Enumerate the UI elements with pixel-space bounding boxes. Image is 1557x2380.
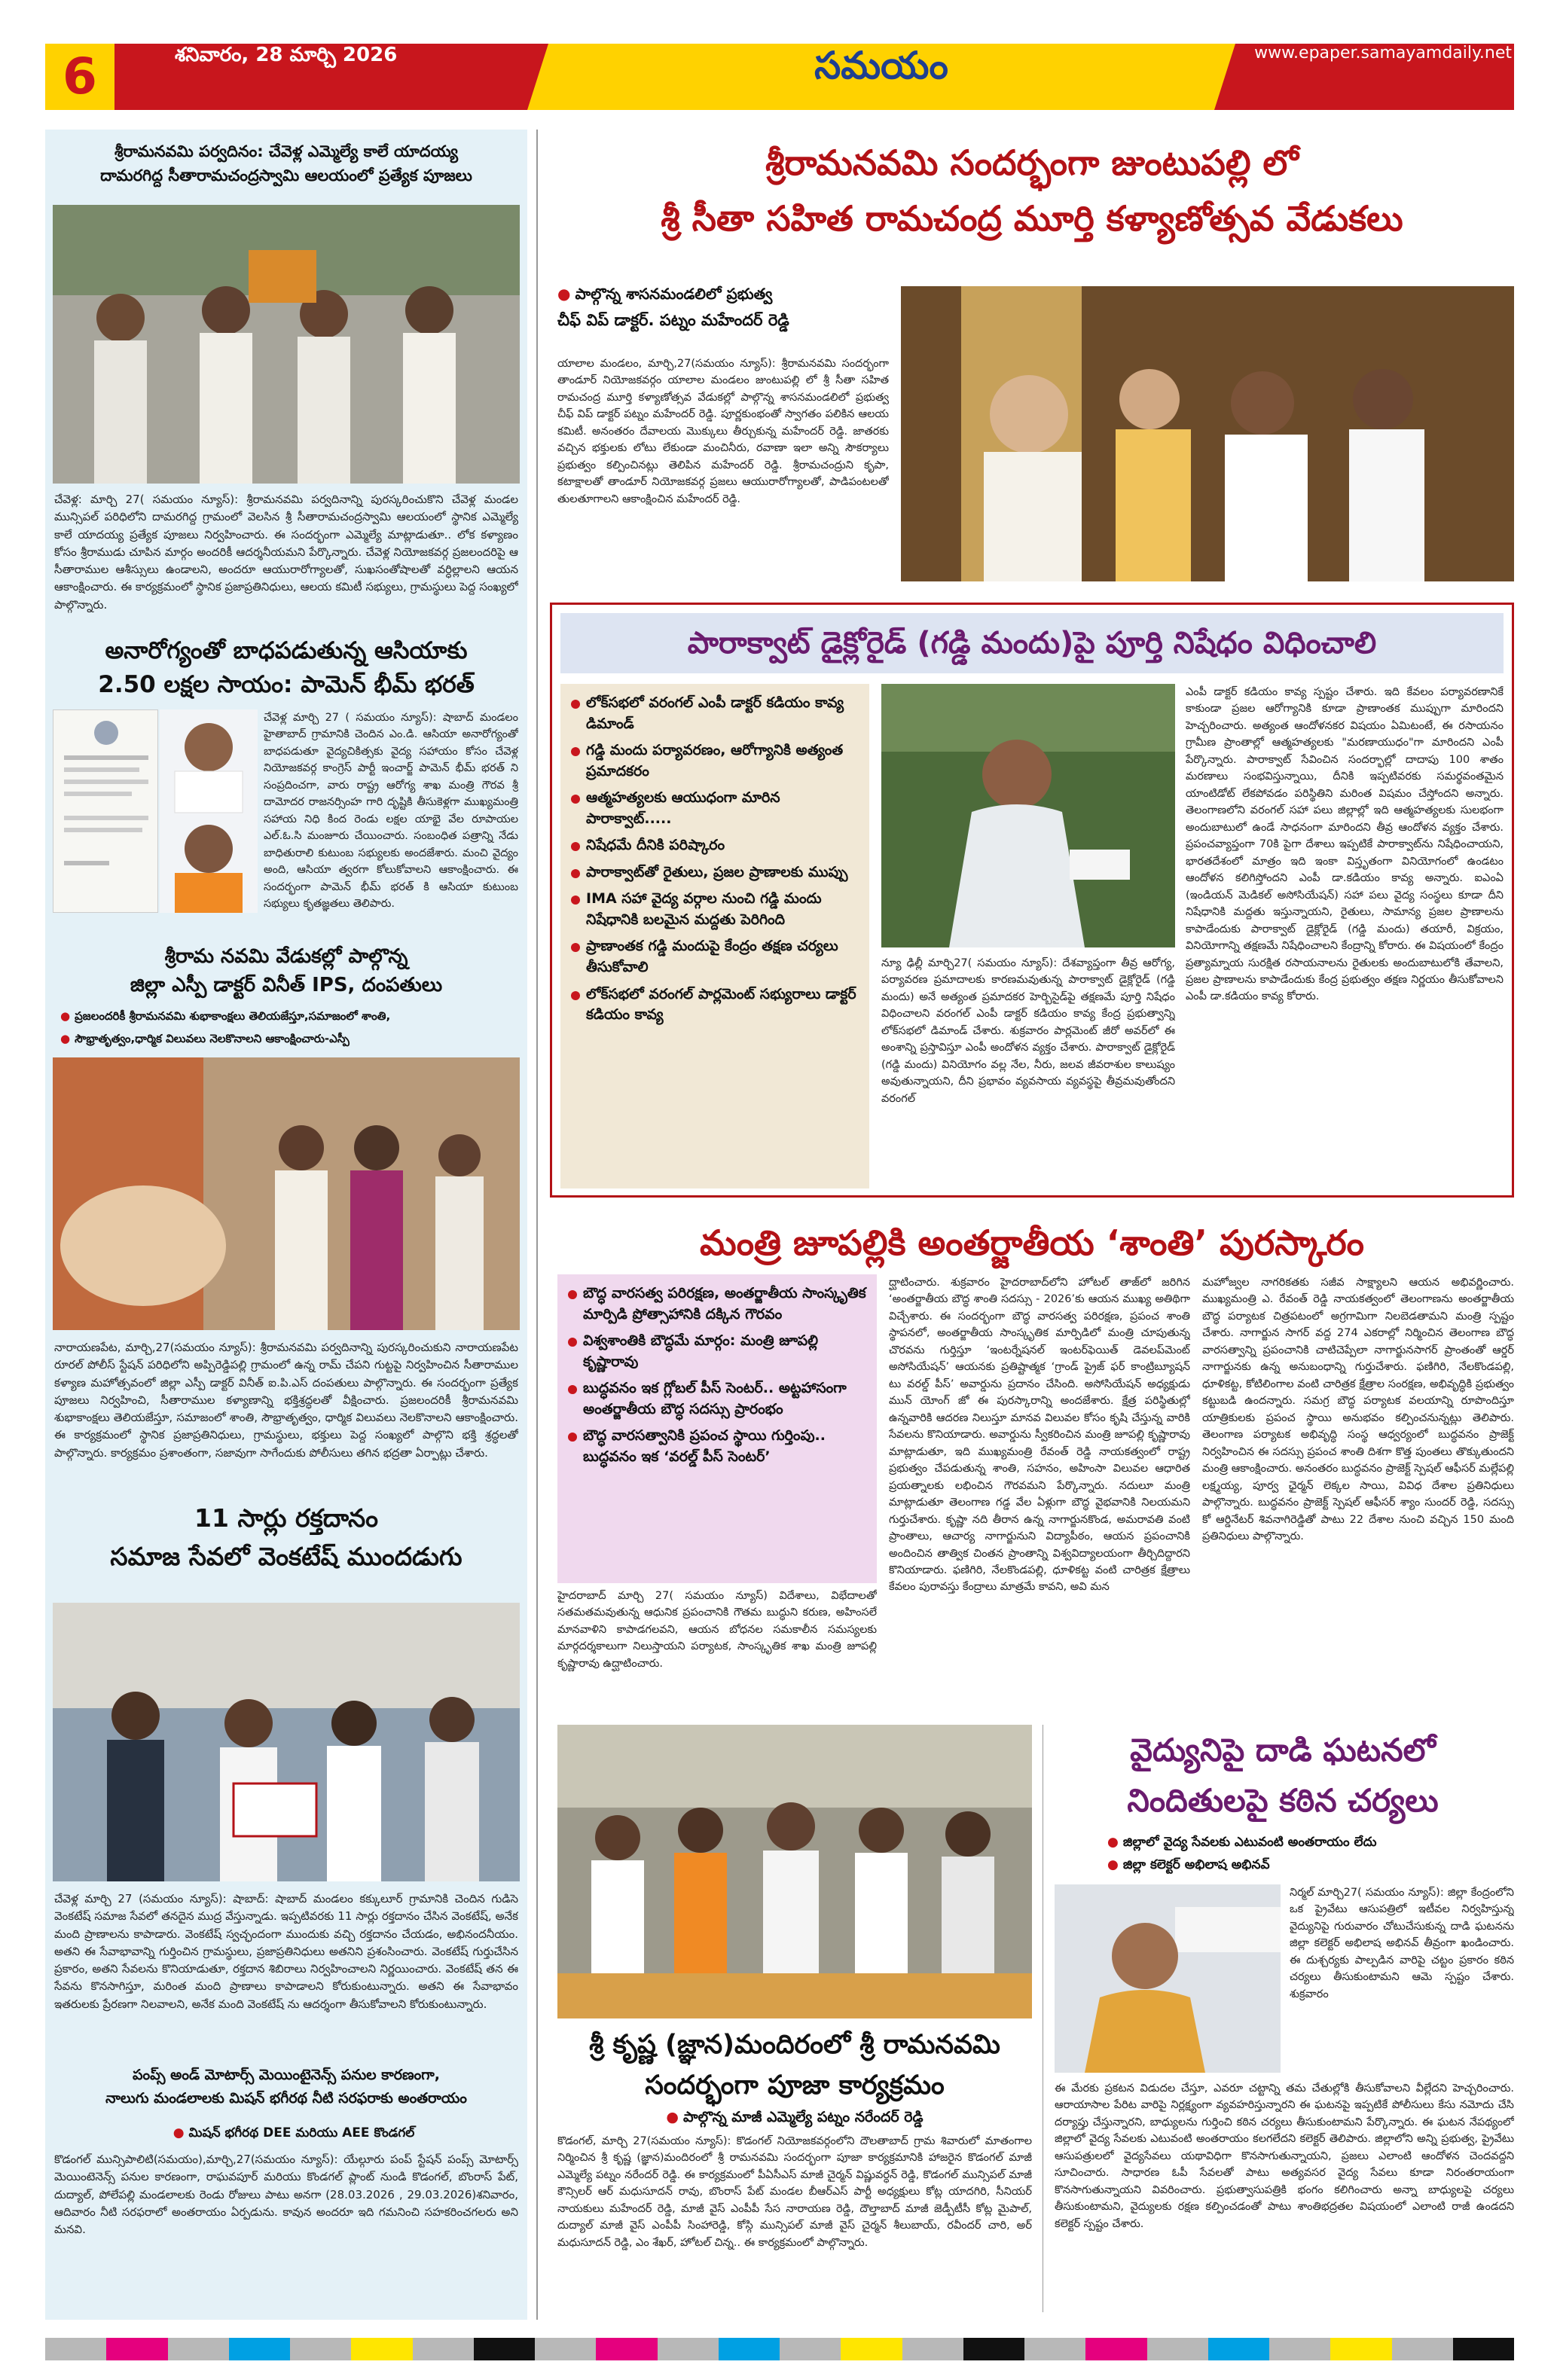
- story2-document-art: [53, 710, 158, 913]
- story5-body: కొడంగల్ మున్సిపాలిటి(సమయం),మార్చి,27(సమయం న్యూస్): యేల్గూరు పంప్ స్టేషన్ పంప్స్ మోటార్స్ మెయింటెనెన్స్ పనుల కారణంగా, రాఘవపూర్ మరియు కొండగల్ ప్లాంట్ నుండి కొడంగల్, బొంరాస్ పేట్, దుద్యాల్, పోలేపల్లి మండలాలకు రెండు రోజులు పాటు అనగా (28.03.2026 , 29.03.2026)శనివారం, ఆదివారం నీటి సరఫరాలో అంతరాయం ఏర్పడును. కావున అందరూ ఇది గమనించి సహకరించగలరు అని మనవి.: [54, 2153, 518, 2236]
- story4-headline-line2: సమాజ సేవలో వెంకటేష్ ముందడుగు: [110, 1542, 463, 1572]
- story4-headline-line1: 11 సార్లు రక్తదానం: [194, 1503, 378, 1533]
- story4-body: చేవెళ్ల మార్చి 27 (సమయం న్యూస్): షాబాద్: షాబాద్ మండలం కక్కులూర్ గ్రామానికి చెందిన గుడిసె వెంకటేష్ సమాజ సేవలో తనదైన ముద్ర వేస్తున్నాడు. ఇప్పటివరకు 11 సార్లు రక్తదానం చేసిన వెంకటేష్, అనేక మంది ప్రాణాలను కాపాడారు. వెంకటేష్ స్వచ్ఛందంగా ముందుకు వచ్చి రక్తదానం చేయడం, అభినందనీయం. అతని ఈ సేవాభావాన్ని గుర్తించిన గ్రామస్థులు, ప్రజాప్రతినిధులు అతనిని ప్రశంసించారు. వెంకటేష్ గుర్తుచేసిన ప్రకారం, అతని సేవలను కొనియాడుతూ, రక్తదాన శిబిరాలు నిర్వహించాలని నిర్ణయించారు. వెంకటేష్ తన ఈ సేవను కొనసాగిస్తూ, మరింత మంది ప్రాణాలు కాపాడాలని కోరుకుంటున్నారు. అతని ఈ సేవాభావం ఇతరులకు ప్రేరణగా నిలవాలని, అనేక మంది వెంకటేష్ ను ఆదర్శంగా తీసుకోవాలని కోరుకుంటున్నారు.: [54, 1892, 518, 2011]
- top-story-photo-art: [901, 286, 1514, 581]
- story3-kicker1: ● ప్రజలందరికీ శ్రీరామనవమి శుభాకాంక్షలు తెలియజేస్తూ,సమాజంలో శాంతి,: [60, 1009, 520, 1026]
- story2-portraits-art: [160, 709, 258, 913]
- doctor-headline-line1: వైద్యునిపై దాడి ఘటనలో: [1130, 1732, 1436, 1768]
- paraquat-bullet: గడ్డి మందు పర్యావరణం, ఆరోగ్యానికి అత్యంత ప్రమాదకరం: [569, 740, 860, 782]
- story1-photo-art: [53, 205, 520, 484]
- krishna-kicker: ● పాల్గొన్న మాజీ ఎమ్మెల్యే పట్నం నరేందర్ రెడ్డి: [557, 2109, 1032, 2129]
- issue-date: శనివారం, 28 మార్చి 2026: [175, 44, 398, 66]
- krishna-body: కొడంగల్, మార్చి 27(సమయం న్యూస్): కొడంగల్ నియోజకవర్గంలోని దౌలతాబాద్ గ్రామ శివారులో మాతంగాల నిర్మించిన శ్రీ కృష్ణ (జ్ఞాన)మందిరంలో శ్రీ రామనవమి సందర్భంగా పూజా కార్యక్రమానికి హాజరైన కొడంగల్ మాజీ ఎమ్మెల్యే పట్నం నరేందర్ రెడ్డి. ఈ కార్యక్రమంలో పీఏసీఎస్ మాజీ చైర్మన్ విష్ణువర్ధన్ రెడ్డి, కొడంగల్ మున్సిపల్ మాజీ కౌన్సిలర్ ఆర్ మధుసూదన్ రావు, బొంరాస్ పేట్ మండల బీఆర్ఎస్ పార్టీ అధ్యక్షులు కోట్ల యాదగిరి, సీనియర్ నాయకులు మహేందర్ రెడ్డి, మాజీ వైస్ ఎంపీపీ సేస నారాయణ రెడ్డి, దౌల్తాబాద్ మాజీ జెడ్పీటీసీ కోట్ల మైపాల్, దుద్యాల్ మాజీ వైస్ ఎంపీపీ సింహారెడ్డి, కోస్గి మున్సిపల్ మాజీ వైస్ చైర్మన్ శీలుబాయ్, రవీందర్ చారి, అర్ మధుసూదన్ రెడ్డి, ఎం శేఖర్, హోటల్ చిన్న.. ఈ కార్యక్రమంలో పాల్గొన్నారు.: [557, 2135, 1032, 2249]
- story5-kicker: ● మిషన్ భగీరథ DEE మరియు AEE కొండగల్: [68, 2125, 520, 2144]
- website-link[interactable]: www.epaper.samayamdaily.net: [1254, 44, 1512, 63]
- paraquat-body-middle: న్యూ ఢిల్లీ మార్చి27( సమయం న్యూస్): దేశవ్యాప్తంగా తీవ్ర ఆరోగ్య, పర్యావరణ ప్రమాదాలకు కారణమవుతున్న పారాక్వాట్ డైక్లోరైడ్ (గడ్డి మందు) అనే అత్యంత ప్రమాదకర హెర్బిసైడ్‌పై తక్షణమే పూర్తి నిషేధం విధించాలని వరంగల్ ఎంపీ డాక్టర్ కడియం కావ్య కేంద్ర ప్రభుత్వాన్ని లోక్‌సభలో డిమాండ్ చేశారు. శుక్రవారం పార్లమెంట్ జీరో అవర్‌లో ఈ అంశాన్ని ప్రస్తావిస్తూ ఎంపీ అందోళన వ్యక్తం చేశారు. పారాక్వాట్ డైక్లోరైడ్ (గడ్డి మందు) వినియోగం వల్ల నేల, నీరు, జలవ జీవరాశుల కాలుష్యం అవుతున్నాయని, దీని ప్రభావం వ్యవసాయ వ్యవస్థపై తీవ్రమవుతోందని వరంగల్: [881, 957, 1175, 1105]
- story1-photo: [53, 205, 520, 484]
- column-divider: [536, 130, 538, 2320]
- top-story-body: యాలాల మండలం, మార్చి,27(సమయం న్యూస్): శ్రీరామనవమి సందర్భంగా తాండూర్ నియోజకవర్గం యాలాల మండలం జుంటుపల్లి లో శ్రీ సీతా సహిత రామచంద్ర మూర్తి కళ్యాణోత్సవ వేడుకల్లో పాల్గొన్న శాసనమండలిలో ప్రభుత్వ చీఫ్ విప్ డాక్టర్ పట్నం మహేందర్ రెడ్డి. పూర్ణకుంభంతో స్వాగతం పలికిన ఆలయ కమిటీ. అనంతరం దేవాలయ మొక్కులు తీర్చుకున్న మహేందర్ రెడ్డి. జాతరకు వచ్చిన భక్తులకు లోటు లేకుండా మంచినీరు, రవాణా ఇలా అన్ని సౌకర్యాలు ప్రభుత్వం కల్పించినట్లు తెలిపిన మహేందర్ రెడ్డి. శ్రీరామచంద్రుని కృపా, కటాక్షాలతో తాండూర్ నియోజకవర్గ ప్రజలు ఆయురారోగ్యాలతో, పాడిపంటలతో తులతూగాలని ఆకాంక్షించిన మహేందర్ రెడ్డి.: [557, 358, 889, 505]
- story4-photo-art: [53, 1603, 520, 1881]
- top-story-kicker1: ● పాల్గొన్న శాసనమండలిలో ప్రభుత్వ: [557, 285, 889, 307]
- story3-headline: [53, 943, 520, 999]
- color-registration-strip: [45, 2338, 1514, 2360]
- jupally-body-c: మహోజ్వల నాగరికతకు సజీవ సాక్ష్యాలని ఆయన అభివర్ణించారు. ముఖ్యమంత్రి ఎ. రేవంత్ రెడ్డి నాయకత్వంలో తెలంగాణను అంతర్జాతీయ బౌద్ధ పర్యాటక చిత్రపటంలో అగ్రగామిగా నిలబెడతామని మంత్రి స్పష్టం చేశారు. నాగార్జున సాగర్ వద్ద 274 ఎకరాల్లో నిర్మించిన తెలంగాణ బౌద్ధ వారసత్వాన్ని ప్రపంచానికి చాటిచెప్పేలా నాగార్జునసాగర్ ప్రాంతంతో ఆర్డర్ నాగార్జునకు ఉన్న అనుబంధాన్ని గుర్తుచేశారు. ఫణిగిరి, నేలకొండపల్లి, ధూళికట్ట, కోటిలింగాల వంటి చారిత్రక క్షేత్రాల సంరక్షణ, అభివృద్ధికి ప్రభుత్వం కట్టుబడి ఉందన్నారు. సమగ్ర బౌద్ధ పర్యాటక వలయాన్ని రూపొందిస్తూ యాత్రికులకు ప్రపంచ స్థాయి అనుభవం కల్పించనున్నట్లు తెలిపారు. తెలంగాణ పర్యాటక అభివృద్ధి సంస్థ ఆధ్వర్యంలో బుద్ధవనం ప్రాజెక్ట్ నిర్వహించిన ఈ సదస్సు ప్రపంచ శాంతి దిశగా కొత్త పుంతలు తొక్కుతుందని మంత్రి ఆకాంక్షించారు. అనంతరం బుద్ధవనం ప్రాజెక్ట్ స్పెషల్ ఆఫీసర్ మల్లేపల్లి లక్ష్మయ్య, పూర్వ ఛైర్మన్ లెక్కల సాయి, వివిధ దేశాల ప్రతినిధులు పాల్గొన్నారు. బుద్ధవనం ప్రాజెక్ట్ స్పెషల్ ఆఫీసర్ శ్యాం సుందర్ రెడ్డి, సదస్సు కో ఆర్డినేటర్ శివనాగిరెడ్డితో పాటు 22 దేశాల నుంచి వచ్చిన 150 మంది ప్రతినిధులు పాల్గొన్నారు.: [1202, 1277, 1514, 1543]
- doctor-kicker2: ● జిల్లా కలెక్టర్ అభిలాష అభినవ్: [1107, 1857, 1514, 1875]
- krishna-photo: [557, 1725, 1032, 2018]
- jupally-body-b: ద్ఘాటించారు. శుక్రవారం హైదరాబాద్‌లోని హోటల్ తాజ్‌లో జరిగిన ‘అంతర్జాతీయ బౌద్ధ శాంతి సదస్సు - 2026’కు ఆయన ముఖ్య అతిథిగా విచ్చేశారు. ఈ సందర్భంగా బౌద్ధ వారసత్వ పరిరక్షణ, ప్రపంచ శాంతి స్థాపనలో, అంతర్జాతీయ సాంస్కృతిక మార్పిడిలో మంత్రి చూపుతున్న చొరవను గుర్తిస్తూ ‘ఇంటర్నేషనల్ ఇంటర్‌ఫెయిత్ డెవలప్‌మెంట్ అసోసియేషన్’ ఆయనకు ప్రతిష్టాత్మక ‘గ్రాండ్ ప్రైజ్ ఫర్ కాంట్రిబ్యూషన్ టు వరల్డ్ పీస్’ అవార్డును ప్రదానం చేసింది. అసోసియేషన్ అధ్యక్షుడు మున్ యోంగ్ జో ఈ పురస్కారాన్ని అందజేశారు. క్షేత్ర పరిస్థితుల్లో ఉన్నవారికి ఆదరణ నిలుస్తూ మానవ విలువల కోసం కృషి చేస్తున్న వారికి సేవలను కొనియాడారు. అవార్డును స్వీకరించిన మంత్రి జూపల్లి కృష్ణారావు మాట్లాడుతూ, ఇది ముఖ్యమంత్రి రేవంత్ రెడ్డి నాయకత్వంలో రాష్ట్ర ప్రభుత్వం చేపడుతున్న శాంతి, సహనం, అహింసా విలువల ఆధారిత ప్రయత్నాలకు లభించిన గౌరవమని పేర్కొన్నారు. నదులూ మంత్రి మాట్లాడుతూ తెలంగాణ గడ్డ వేల ఏళ్లుగా బౌద్ధ వైభవానికి నిలయమని గుర్తుచేశారు. కృష్ణా నది తీరాన ఉన్న నాగార్జునకొండ, అమరావతి వంటి ప్రాంతాలు, ఆచార్య నాగార్జునుని విద్యాపీఠం, ఆయన ప్రపంచానికి అందించిన తాత్విక చింతన ప్రాంతాన్ని విశ్వవిద్యాలయంగా తీర్చిదిద్దారని కొనియాడారు. ఫణిగిరి, నేలకొండపల్లి, ధూళికట్ట వంటి చారిత్రక క్షేత్రాలు కేవలం పురావస్తు కేంద్రాలు మాత్రమే కావని, అవి మన: [889, 1277, 1190, 1594]
- top-story-photo: [901, 286, 1514, 581]
- story1-headline-line1: శ్రీరామనవమి పర్వదినం: చేవెళ్ల ఎమ్మెల్యే కాలే యాదయ్య: [114, 142, 458, 160]
- story2-headline: [53, 634, 520, 702]
- story3-headline-line2: జిల్లా ఎస్పీ డాక్టర్ వినీత్ IPS, దంపతులు: [130, 973, 443, 996]
- top-story-headline: [550, 136, 1514, 246]
- doctor-kicker1: ● జిల్లాలో వైద్య సేవలకు ఎటువంటి అంతరాయం లేదు: [1107, 1835, 1514, 1853]
- paraquat-bullet: లోక్‌సభలో వరంగల్ పార్లమెంట్ సభ్యురాలు డాక్టర్ కడియం కావ్య: [569, 984, 860, 1026]
- story3-kicker2: ● సౌభ్రాతృత్వం,ధార్మిక విలువలు నెలకొనాలని ఆకాంక్షించారు-ఎస్పీ: [60, 1032, 520, 1048]
- story2-body: చేవెళ్ల మార్చి 27 ( సమయం న్యూస్): షాబాద్ మండలం హైతాబాద్ గ్రామానికి చెందిన ఎం.డి. ఆసియా అనారోగ్యంతో బాధపడుతూ వైద్యచికిత్సకు వైద్య సహాయం కోసం చేవెళ్ల నియోజకవర్గ కాంగ్రెస్ పార్టీ ఇంచార్జ్ పామెన్ భీమ్ భరత్ ని సంప్రదించగా, వారు రాష్ట్ర ఆరోగ్య శాఖ మంత్రి గౌరవ శ్రీ దామోదర రాజనర్సింహ గారి దృష్టికి తీసుకెళ్లగా ముఖ్యమంత్రి సహాయ నిధి కింద రెండు లక్షల యాభై వేల రూపాయల ఎల్.ఓ.సి మంజూరు చేయించారు. సంబంధిత పత్రాన్ని నేడు బాధితురాలి కుటుంబ సభ్యులకు అందజేశారు. మంచి వైద్యం అంది, ఆసియా త్వరగా కోలుకోవాలని ఆకాంక్షించారు. ఈ సందర్భంగా పామెన్ భీమ్ భరత్ కి ఆసియా కుటుంబ సభ్యులు కృతజ్ఞతలు తెలిపారు.: [264, 712, 518, 911]
- story2-document-photo: [53, 709, 158, 913]
- krishna-photo-art: [557, 1725, 1032, 2018]
- story5-headline: [53, 2064, 520, 2111]
- paraquat-bullet: ఆత్మహత్యలకు ఆయుధంగా మారిన పారాక్వాట్.....: [569, 788, 860, 829]
- story1-headline-line2: దామరగిద్ద సీతారామచంద్రస్వామి ఆలయంలో ప్రత్యేక పూజలు: [100, 166, 472, 185]
- doctor-photo: [1055, 1884, 1281, 2073]
- doctor-body-right: నిర్మల్ మార్చి27( సమయం న్యూస్): జిల్లా కేంద్రంలోని ఒక ప్రైవేటు ఆసుపత్రిలో ఇటీవల నిర్వహిస్తున్న వైద్యునిపై గురువారం చోటుచేసుకున్న దాడి ఘటనను జిల్లా కలెక్టర్ అభిలాష అభినవ్ తీవ్రంగా ఖండించారు. ఈ దుశ్చర్యకు పాల్పడిన వారిపై చట్టం ప్రకారం కఠిన చర్యలు తీసుకుంటామని ఆమె స్పష్టం చేశారు. శుక్రవారం: [1290, 1887, 1514, 2000]
- story3-photo-art: [53, 1057, 520, 1330]
- story5-headline-line2: నాలుగు మండలాలకు మిషన్ భగీరథ నీటి సరఫరాకు అంతరాయం: [105, 2090, 467, 2107]
- brand-logo: సమయం: [814, 44, 948, 87]
- story4-headline: [53, 1499, 520, 1576]
- story2-headline-line2: 2.50 లక్షల సాయం: పామెన్ భీమ్ భరత్: [98, 670, 475, 698]
- story1-headline: [53, 140, 520, 188]
- story5-headline-line1: పంప్స్ అండ్ మోటార్స్ మెయింటైనెన్స్ పనుల కారణంగా,: [132, 2067, 441, 2083]
- paraquat-body-right: ఎంపీ డాక్టర్ కడియం కావ్య స్పష్టం చేశారు. ఇది కేవలం పర్యావరణానికే కాకుండా ప్రజల ఆరోగ్యానికి కూడా ప్రాణాంతక ముప్పుగా మారిందని హెచ్చరించారు. అత్యంత ఆందోళనకర విషయం ఏమిటంటే, ఈ రసాయనం గ్రామీణ ప్రాంతాల్లో ఆత్మహత్యలకు "మరణాయుధం"గా మారిందని ఎంపీ పేర్కొన్నారు. పారాక్వాట్ సేవించిన సందర్భాల్లో దాదాపు 100 శాతం మరణాలు సంభవిస్తున్నాయి, దీనికి ఇప్పటివరకు సమర్థవంతమైన యాంటిడోట్ లేకపోవడం పరిస్థితిని మరింత విషమం చేస్తోందని అన్నారు. తెలంగాణలోని వరంగల్ సహా పలు జిల్లాల్లో ఇది ఆత్మహత్యలకు సులభంగా అందుబాటులో ఉండే సాధనంగా మారిందని తీవ్ర ఆందోళన వ్యక్తం చేశారు. ప్రపంచవ్యాప్తంగా 70కి పైగా దేశాలు ఇప్పటికే పారాక్వాట్‌ను నిషేధించాయని, భారతదేశంలో మాత్రం ఇది ఇంకా విస్తృతంగా వినియోగంలో ఉండటం ఆందోళన కలిగిస్తోందని ఎంపీ డా.కడియం కావ్య అన్నారు. ఐఎంఏ (ఇండియన్ మెడికల్ అసోసియేషన్) సహా పలు వైద్య సంస్థలు కూడా దీని నిషేధానికి మద్దతు ఇస్తున్నాయని, రైతులు, సామాన్య ప్రజల ప్రాణాలను కాపాడేందుకు పారాక్వాట్ డైక్లోరైడ్ (గడ్డి మందు) తయారీ, విక్రయం, వినియోగాన్ని తక్షణమే నిషేధించాలని కేంద్రాన్ని కోరారు. ఈ విషయంలో కేంద్రం ప్రత్యామ్నాయ సురక్షిత రసాయనాలను రైతులకు అందుబాటులోకి తేవాలని, ప్రజల ప్రాణాలను కాపాడేందుకు కేంద్ర ప్రభుత్వం తక్షణ నిర్ణయం తీసుకోవాలని ఎంపీ డా.కడియం కావ్య కోరారు.: [1186, 686, 1504, 1003]
- paraquat-bullet: ప్రాణాంతక గడ్డి మందుపై కేంద్రం తక్షణ చర్యలు తీసుకోవాలి: [569, 936, 860, 978]
- top-story-headline-line1: శ్రీరామనవమి సందర్భంగా జుంటుపల్లి లో: [765, 142, 1299, 183]
- jupally-bullet: విశ్వశాంతికి బౌద్ధమే మార్గం: మంత్రి జూపల్లి కృష్ణారావు: [566, 1331, 868, 1372]
- story3-kickers: [60, 1009, 520, 1048]
- jupally-bullet: బౌద్ధ వారసత్వానికి ప్రపంచ స్థాయి గుర్తింపు.. బుద్ధవనం ఇక ‘వరల్డ్ పీస్ సెంటర్’: [566, 1426, 868, 1467]
- doctor-headline-line2: నిందితులపై కఠిన చర్యలు: [1127, 1782, 1439, 1820]
- jupally-headline: మంత్రి జూపల్లికి అంతర్జాతీయ ‘శాంతి’ పురస్కారం: [700, 1222, 1364, 1263]
- paraquat-bullets: [569, 693, 860, 1026]
- jupally-bullets-panel: [557, 1274, 877, 1583]
- paraquat-bullets-panel: [560, 684, 869, 1188]
- paraquat-bullet: నిషేధమే దీనికి పరిష్కారం: [569, 835, 860, 856]
- krishna-headline: [557, 2025, 1032, 2107]
- story2-headline-line1: అనారోగ్యంతో బాధపడుతున్న ఆసియాకు: [105, 637, 468, 664]
- story3-body: నారాయణపేట, మార్చి,27(సమయం న్యూస్): శ్రీరామనవమి పర్వదినాన్ని పురస్కరించుకుని నారాయణపేట రూరల్ పోలీస్ స్టేషన్ పరిధిలోని అప్పిరెడ్డిపల్లి గ్రామంలో ఉన్న రామ్ చేపని గుట్టపై నిర్వహించిన సీతారాముల కళ్యాణ మహోత్సవంలో జిల్లా ఎస్పీ డాక్టర్ వినీత్ ఐ.పి.ఎస్ దంపతులు పాల్గొన్నారు. ఈ సందర్భంగా ప్రత్యేక పూజలు నిర్వహించి, సీతారాముల కళ్యాణాన్ని భక్తిశ్రద్ధలతో వీక్షించారు. ప్రజలందరికీ శ్రీరామనవమి శుభాకాంక్షలు తెలియజేస్తూ, సమాజంలో శాంతి, సౌభ్రాతృత్వం, ధార్మిక విలువలు నెలకొనాలని ఆకాంక్షించారు. ఈ కార్యక్రమంలో స్థానిక ప్రజాప్రతినిధులు, గ్రామస్థులు, భక్తులు పెద్ద సంఖ్యలో పాల్గొని భక్తి శ్రద్ధలతో పాల్గొన్నారు. కార్యక్రమం ప్రశాంతంగా, సజావుగా సాగేందుకు పోలీసులు తగిన భద్రతా ఏర్పాట్లు చేశారు.: [54, 1341, 518, 1460]
- doctor-kickers: [1107, 1835, 1514, 1875]
- paraquat-photo-art: [881, 684, 1175, 947]
- jupally-bullet: బుద్ధవనం ఇక గ్లోబల్ పీస్ సెంటర్.. అట్టహాసంగా అంతర్జాతీయ బౌద్ధ సదస్సు ప్రారంభం: [566, 1378, 868, 1420]
- story3-headline-line1: శ్రీరామ నవమి వేడుకల్లో పాల్గొన్న: [164, 945, 408, 968]
- krishna-headline-line1: శ్రీ కృష్ణ (జ్ఞాన)మందిరంలో శ్రీ రామనవమి: [589, 2030, 1000, 2060]
- story2-portraits: [160, 709, 258, 913]
- page-number: 6: [45, 44, 114, 110]
- story4-photo: [53, 1603, 520, 1881]
- jupally-body-a: హైదరాబాద్ మార్చి 27( సమయం న్యూస్) విదేశాలు, విభేదాలతో సతమతమవుతున్న ఆధునిక ప్రపంచానికి గౌతమ బుద్ధుని కరుణ, అహింసలే మానవాళిని కాపాడగలవని, ఆయన బోధనల సమకాలీన సమస్యలకు మార్గదర్శకాలుగా నిలుస్తాయని పర్యాటక, సాంస్కృతిక శాఖ మంత్రి జూపల్లి కృష్ణారావు ఉద్ఘాటించారు.: [557, 1590, 877, 1670]
- top-story-kickers: [557, 285, 889, 334]
- paraquat-photo: [881, 684, 1175, 947]
- jupally-bullets: [566, 1283, 868, 1467]
- story1-body: చేవెళ్ల: మార్చి 27( సమయం న్యూస్): శ్రీరామనవమి పర్వదినాన్ని పురస్కరించుకొని చేవెళ్ల మండల మున్సిపల్ పరిధిలోని దామరగిద్ద గ్రామంలో వెలసిన శ్రీ సీతారామచంద్రస్వామి ఆలయంలో స్థానిక ఎమ్మెల్యే కాలే యాదయ్య ప్రత్యేక పూజలు నిర్వహించారు. ఈ సందర్భంగా ఎమ్మెల్యే మాట్లాడుతూ.. లోక కళ్యాణం కోసం శ్రీరాముడు చూపిన మార్గం అందరికీ ఆదర్శనీయమని పేర్కొన్నారు. చేవెళ్ల నియోజకవర్గ ప్రజలందరిపై ఆ సీతారాముల ఆశీస్సులు ఉండాలని, అందరూ ఆయురారోగ్యాలతో, సుఖసంతోషాలతో వర్ధిల్లాలని ఆయన ఆకాంక్షించారు. ఈ కార్యక్రమంలో స్థానిక ప్రజాప్రతినిధులు, ఆలయ కమిటీ సభ్యులు, గ్రామస్థులు పెద్ద సంఖ్యలో పాల్గొన్నారు.: [54, 493, 518, 612]
- top-story-headline-line2: శ్రీ సీతా సహిత రామచంద్ర మూర్తి కళ్యాణోత్సవ వేడుకలు: [661, 197, 1403, 239]
- top-story-kicker2: చీఫ్ విప్ డాక్టర్. పట్నం మహేందర్ రెడ్డి: [557, 311, 789, 329]
- krishna-headline-line2: సందర్భంగా పూజా కార్యక్రమం: [645, 2070, 945, 2101]
- paraquat-headline: పారాక్వాట్ డైక్లోరైడ్ (గడ్డి మందు)పై పూర్తి నిషేధం విధించాలి: [687, 626, 1377, 661]
- doctor-headline: [1052, 1725, 1514, 1826]
- story3-photo: [53, 1057, 520, 1330]
- paraquat-bullet: పారాక్వాట్‌తో రైతులు, ప్రజల ప్రాణాలకు ముప్పు: [569, 862, 860, 883]
- paraquat-bullet: లోక్‌సభలో వరంగల్ ఎంపీ డాక్టర్ కడియం కావ్య డిమాండ్: [569, 693, 860, 734]
- paraquat-bullet: IMA సహా వైద్య వర్గాల నుంచి గడ్డి మందు నిషేధానికి బలమైన మద్దతు పెరిగింది: [569, 889, 860, 930]
- jupally-bullet: బౌద్ధ వారసత్వ పరిరక్షణ, అంతర్జాతీయ సాంస్కృతిక మార్పిడి ప్రోత్సాహానికి దక్కిన గౌరవం: [566, 1283, 868, 1325]
- doctor-photo-art: [1055, 1884, 1281, 2073]
- doctor-body-full: ఈ మేరకు ప్రకటన విడుదల చేస్తూ, ఎవరూ చట్టాన్ని తమ చేతుల్లోకి తీసుకోవాలని వీల్లేదని హెచ్చరించారు. ఆరాయాసాల పేరిట వారిపై నిర్లక్ష్యంగా వ్యవహరిస్తున్నారని ఈ ఘటనపై ఇప్పటికే పోలీసులు కేసు నమోదు చేసి దర్యాప్తు చేస్తున్నారని, బాధ్యులను గుర్తించి కఠిన చర్యలు తీసుకుంటామని పేర్కొన్నారు. ఈ ఘటన నేపథ్యంలో జిల్లాలో వైద్య సేవలకు ఎటువంటి అంతరాయం కలగలేదని కలెక్టర్ తెలిపారు. జిల్లాలోని అన్ని ప్రభుత్వ, ప్రైవేటు ఆసుపత్రులలో వైద్యసేవలు యథావిధిగా కొనసాగుతున్నాయని, ప్రజలు ఎలాంటి ఆందోళన చెందవద్దని సూచించారు. సాధారణ ఓపీ సేవలతో పాటు అత్యవసర వైద్య సేవలు కూడా నిరంతరాయంగా కొనసాగుతున్నాయని వివరించారు. ప్రభుత్వాసుపత్రికి భంగం కలిగించారు అన్నా బాధ్యులపై చర్యలు తీసుకుంటామని, వైద్యులకు రక్షణ కల్పించడంతో పాటు శాంతిభద్రతల విషయంలో ఎలాంటి రాజీ ఉండదని కలెక్టర్ స్పష్టం చేశారు.: [1055, 2082, 1514, 2230]
